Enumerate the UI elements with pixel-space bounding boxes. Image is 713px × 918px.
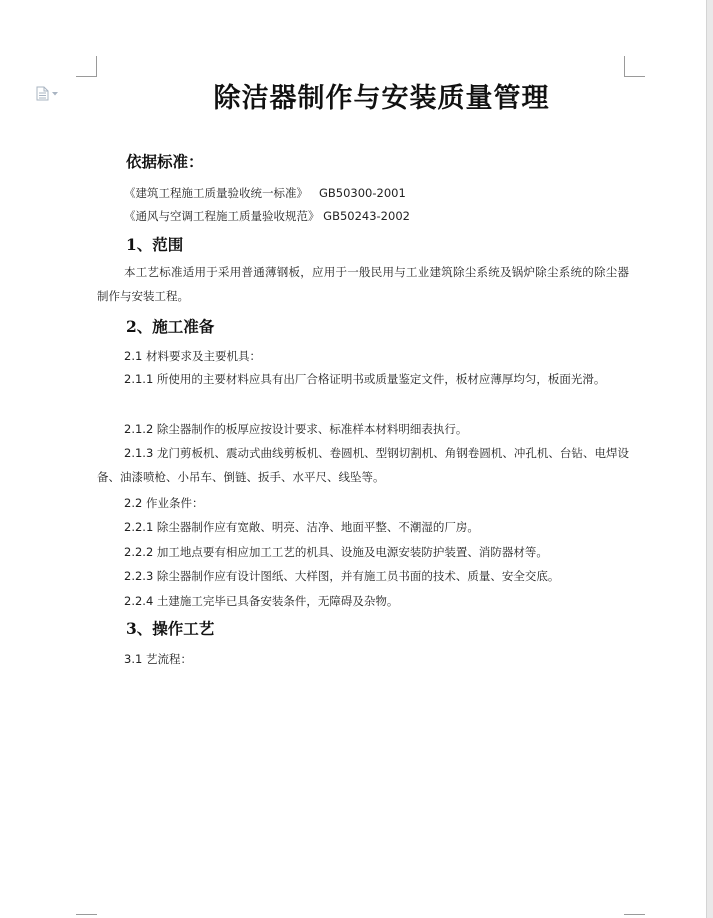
section-heading-preparation: 2、施工准备	[126, 317, 215, 336]
list-item: 2.1.2 除尘器制作的板厚应按设计要求、标准样本材料明细表执行。	[124, 422, 468, 436]
list-item: 2.2.3 除尘器制作应有设计图纸、大样图，并有施工员书面的技术、质量、安全交底。	[124, 569, 560, 583]
basis-heading: 依据标准：	[126, 152, 204, 171]
standard-item: 《通风与空调工程施工质量验收规范》 GB50243-2002	[124, 209, 410, 223]
crop-mark-top-right	[624, 56, 625, 76]
document-title: 除洁器制作与安装质量管理	[213, 83, 550, 114]
crop-mark-bottom-left	[76, 914, 97, 915]
crop-mark-bottom-right	[624, 914, 645, 915]
list-item: 2.1.3 龙门剪板机、震动式曲线剪板机、卷圆机、型钢切割机、角钢卷圆机、冲孔机、台钻、电焊设备、油漆喷枪、小吊车、倒链、扳手、水平尺、线坠等。	[97, 446, 629, 484]
list-item: 2.2 作业条件：	[124, 496, 204, 510]
list-item: 3.1 艺流程：	[124, 652, 192, 666]
standard-item: 《建筑工程施工质量验收统一标准》 GB50300-2001	[124, 186, 406, 200]
list-item: 2.1 材料要求及主要机具：	[124, 349, 261, 363]
section-heading-operation: 3、操作工艺	[126, 619, 215, 638]
section-heading-scope: 1、范围	[126, 235, 184, 254]
list-item: 2.1.1 所使用的主要材料应具有出厂合格证明书或质量鉴定文件，板材应薄厚均匀，板面光滑。	[124, 372, 606, 386]
page-edge-shadow	[706, 0, 713, 918]
scope-paragraph: 本工艺标准适用于采用普通薄钢板，应用于一般民用与工业建筑除尘系统及锅炉除尘系统的除尘器制作与安装工程。	[97, 265, 629, 303]
list-item: 2.2.2 加工地点要有相应加工工艺的机具、设施及电源安装防护装置、消防器材等。	[124, 545, 548, 559]
list-item: 2.2.4 土建施工完毕已具备安装条件，无障碍及杂物。	[124, 594, 399, 608]
crop-mark-top-left	[96, 56, 97, 76]
list-item: 2.2.1 除尘器制作应有宽敞、明亮、洁净、地面平整、不潮湿的厂房。	[124, 520, 479, 534]
